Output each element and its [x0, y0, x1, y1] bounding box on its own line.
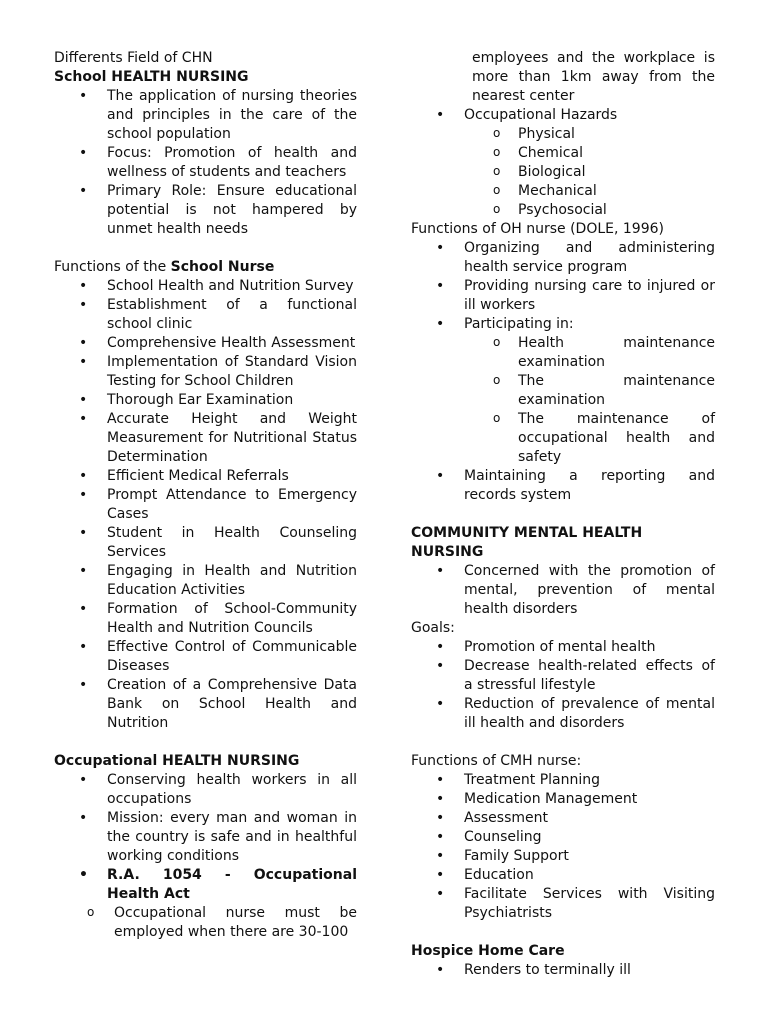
list-item: • Creation of a Comprehensive Data Bank on School Health and Nutrition	[54, 676, 357, 733]
cmh-list	[411, 562, 715, 619]
list-item: • Organizing and administering health service program	[411, 239, 715, 277]
oh-functions-heading: Functions of OH nurse (DOLE, 1996)	[411, 221, 664, 237]
list-item: • Concerned with the promotion of mental, prevention of mental health disorders	[411, 562, 715, 619]
school-nurse-functions-list	[54, 277, 357, 733]
hospice-list	[411, 961, 715, 980]
hospice-title: Hospice Home Care	[411, 943, 565, 959]
list-item: • Family Support	[411, 847, 715, 866]
list-item: • Comprehensive Health Assessment	[54, 334, 357, 353]
title-prefix: Occupational	[54, 753, 163, 769]
list-item: • Reduction of prevalence of mental ill health and disorders	[411, 695, 715, 733]
list-item: • Focus: Promotion of health and wellness of students and teachers	[54, 144, 357, 182]
list-item: • Renders to terminally ill	[411, 961, 715, 980]
school-health-title: School HEALTH NURSING	[54, 69, 249, 85]
list-item: • Promotion of mental health	[411, 638, 715, 657]
list-item: • Effective Control of Communicable Diseases	[54, 638, 357, 676]
list-item: • Education	[411, 866, 715, 885]
list-item: • Decrease health-related effects of a stressful lifestyle	[411, 657, 715, 695]
list-item: • Occupational Hazards	[411, 106, 715, 125]
list-item: • Conserving health workers in all occupations	[54, 771, 357, 809]
sub-list-item: o Chemical	[411, 144, 715, 163]
list-item: • Counseling	[411, 828, 715, 847]
list-item: • Prompt Attendance to Emergency Cases	[54, 486, 357, 524]
goals-list	[411, 638, 715, 733]
list-item: • Treatment Planning	[411, 771, 715, 790]
list-item: • Primary Role: Ensure educational potential is not hampered by unmet health needs	[54, 182, 357, 239]
list-item: • Efficient Medical Referrals	[54, 467, 357, 486]
list-item: • Participating in:	[411, 315, 715, 334]
list-item: • Accurate Height and Weight Measurement for Nutritional Status Determination	[54, 410, 357, 467]
list-item: • Mission: every man and woman in the country is safe and in healthful working conditions	[54, 809, 357, 866]
list-item: • Thorough Ear Examination	[54, 391, 357, 410]
continued-text: employees and the workplace is more than 1km away from the nearest center	[472, 50, 715, 104]
sub-list-item: o Psychosocial	[411, 201, 715, 220]
list-item: • The application of nursing theories and principles in the care of the school population	[54, 87, 357, 144]
goals-label: Goals:	[411, 620, 455, 636]
school-health-list	[54, 87, 357, 239]
heading-bold: School Nurse	[170, 259, 275, 275]
list-item: • Assessment	[411, 809, 715, 828]
sub-list-item: o The maintenance of occupational health and safety	[411, 410, 715, 467]
list-item: • Engaging in Health and Nutrition Education Activities	[54, 562, 357, 600]
sub-list-item: o Physical	[411, 125, 715, 144]
list-item: • School Health and Nutrition Survey	[54, 277, 357, 296]
heading-prefix: Functions of the	[54, 259, 171, 275]
sub-list-item: o Mechanical	[411, 182, 715, 201]
list-item: • Providing nursing care to injured or ill workers	[411, 277, 715, 315]
cmh-functions-list	[411, 771, 715, 923]
list-item: • Establishment of a functional school clinic	[54, 296, 357, 334]
list-item: • Formation of School-Community Health and Nutrition Councils	[54, 600, 357, 638]
cmh-title: COMMUNITY MENTAL HEALTH NURSING	[411, 525, 643, 560]
sub-list-item: o The maintenance examination	[411, 372, 715, 410]
oh-functions-list	[411, 239, 715, 505]
list-item: • Implementation of Standard Vision Testing for School Children	[54, 353, 357, 391]
right-column	[411, 49, 715, 980]
list-item: • Medication Management	[411, 790, 715, 809]
ra-1054-item: • R.A. 1054 - Occupational Health Act	[54, 866, 357, 904]
list-item: • Student in Health Counseling Services	[54, 524, 357, 562]
list-item: • Maintaining a reporting and records system	[411, 467, 715, 505]
occupational-health-title	[54, 752, 357, 771]
page-heading: Differents Field of CHN	[54, 50, 213, 66]
school-nurse-functions-heading	[54, 258, 357, 277]
sub-list-item: o Biological	[411, 163, 715, 182]
sub-list-item: o Occupational nurse must be employed when there are 30-100	[54, 904, 357, 942]
sub-list-item: o Health maintenance examination	[411, 334, 715, 372]
list-item: • Facilitate Services with Visiting Psychiatrists	[411, 885, 715, 923]
occupational-list	[54, 771, 357, 942]
hazards-list	[411, 106, 715, 220]
cmh-functions-heading: Functions of CMH nurse:	[411, 753, 582, 769]
title-bold: HEALTH NURSING	[162, 753, 300, 769]
left-column	[54, 49, 357, 942]
